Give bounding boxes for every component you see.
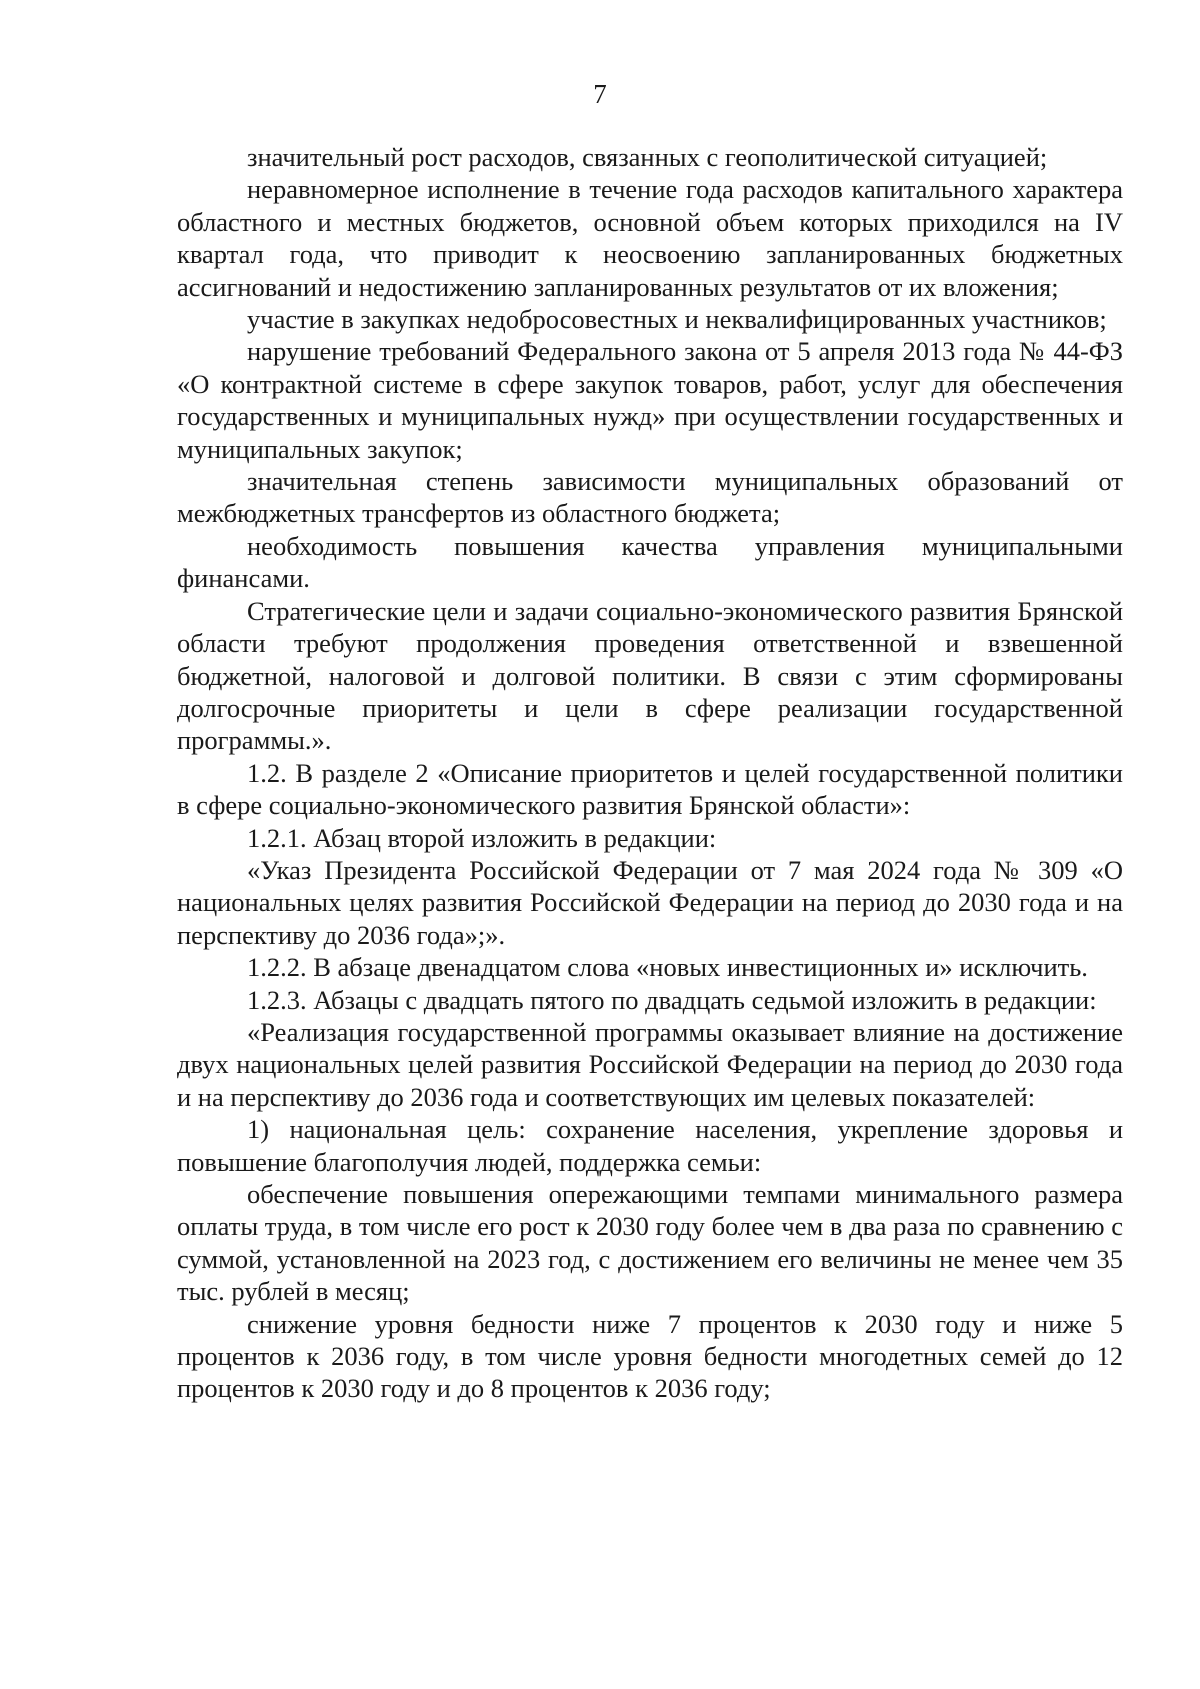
paragraph-poverty-reduction: снижение уровня бедности ниже 7 процентов к 2030 году и ниже 5 процентов к 2036 году, в том числе уровня бедности многодетных семей до 12 процентов к 2030 году и до 8 процентов к 2036 году; [177,1308,1123,1404]
paragraph-presidential-decree: «Указ Президента Российской Федерации от 7 мая 2024 года № 309 «О национальных целях развития Российской Федерации на период до 2030 года и на перспективу до 2036 года»;». [177,854,1123,950]
paragraph-unscrupulous-participants: участие в закупках недобросовестных и неквалифицированных участников; [247,304,1107,335]
document-body [177,141,1123,1405]
paragraph-national-goal-1: 1) национальная цель: сохранение населения, укрепление здоровья и повышение благополучия людей, поддержка семьи: [177,1114,1123,1177]
page-number: 7 [593,79,607,109]
paragraph-item-1-2-1: 1.2.1. Абзац второй изложить в редакции: [247,822,717,853]
paragraph-transfer-dependency: значительная степень зависимости муниципальных образований от межбюджетных трансфертов из областного бюджета; [177,466,1123,529]
paragraph-municipal-finance-quality: необходимость повышения качества управления муниципальными финансами. [177,530,1123,594]
paragraph-item-1-2-3: 1.2.3. Абзацы с двадцать пятого по двадцать седьмой изложить в редакции: [247,984,1097,1015]
paragraph-item-1-2-2: 1.2.2. В абзаце двенадцатом слова «новых инвестиционных и» исключить. [247,952,1088,983]
paragraph-section-2-amendment: 1.2. В разделе 2 «Описание приоритетов и целей государственной политики в сфере социально-экономического развития Брянской области»: [177,757,1123,821]
paragraph-strategic-goals: Стратегические цели и задачи социально-экономического развития Брянской области требуют продолжения проведения ответственной и взвешенной бюджетной, налоговой и долговой политики. В связи с этим сформированы долгосрочные приоритеты и цели в сфере реализации государственной программы.». [177,595,1123,756]
paragraph-procurement-law-violation: нарушение требований Федерального закона от 5 апреля 2013 года № 44-ФЗ «О контрактной системе в сфере закупок товаров, работ, услуг для обеспечения государственных и муниципальных нужд» при осуществлении государственных и муниципальных закупок; [177,336,1123,464]
paragraph-program-impact: «Реализация государственной программы оказывает влияние на достижение двух национальных целей развития Российской Федерации на период до 2030 года и на перспективу до 2036 года и соответствующих им целевых показателей: [177,1016,1123,1112]
paragraph-geopolitical-costs: значительный рост расходов, связанных с геополитической ситуацией; [247,142,1048,172]
paragraph-minimum-wage: обеспечение повышения опережающими темпами минимального размера оплаты труда, в том числе его рост к 2030 году более чем в два раза по сравнению с суммой, установленной на 2023 год, с достижением его величины не менее чем 35 тыс. рублей в месяц; [177,1179,1123,1307]
paragraph-uneven-execution: неравномерное исполнение в течение года расходов капитального характера областного и местных бюджетов, основной объем которых приходился на IV квартал года, что приводит к неосвоению запланированных бюджетных ассигнований и недостижению запланированных результатов от их вложения; [177,174,1123,302]
